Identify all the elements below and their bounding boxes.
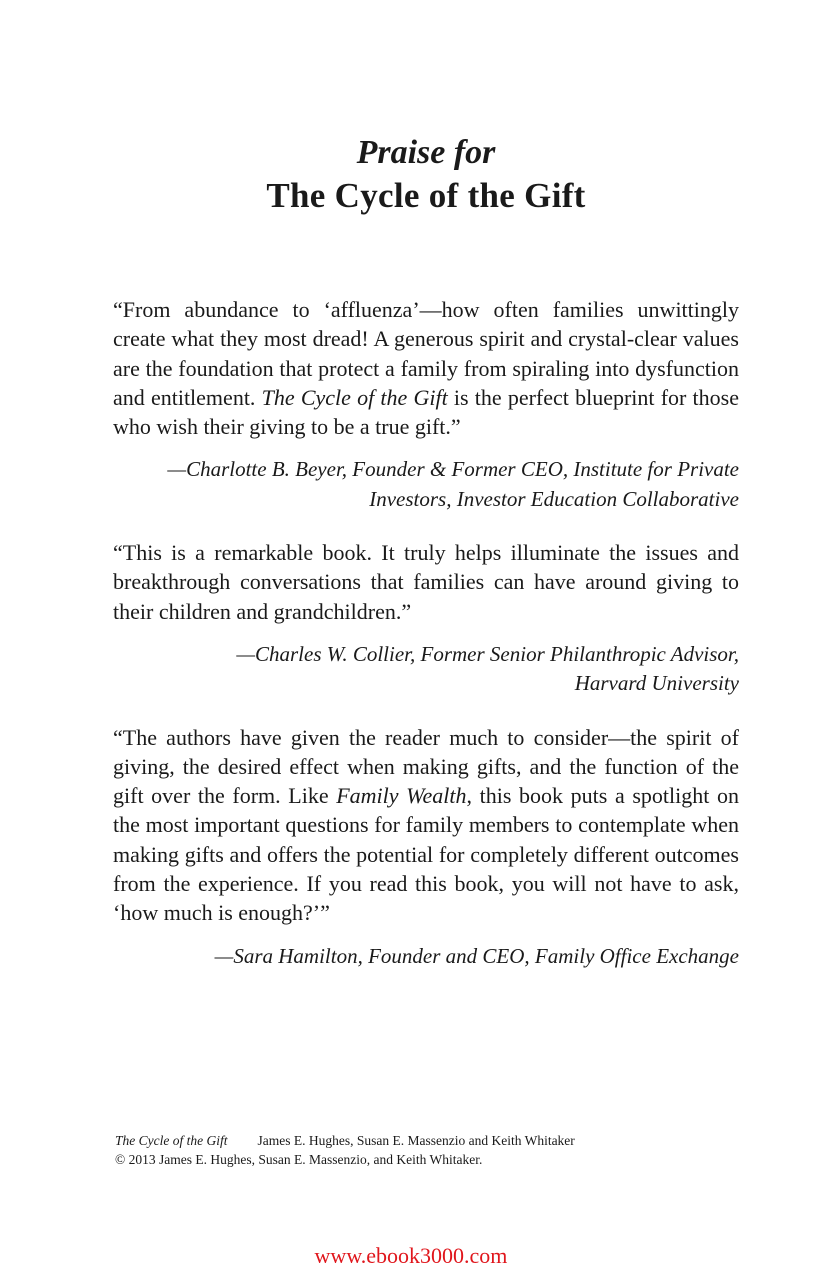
footer-book-title: The Cycle of the Gift (115, 1133, 228, 1148)
testimonial-quote (113, 723, 739, 928)
attribution-line: Harvard University (574, 671, 739, 696)
testimonial-attribution (113, 640, 739, 699)
testimonial-1 (113, 295, 739, 514)
quote-text: “From abundance to ‘affluenza’—how often families unwittingly create what they most dread! A generous spirit and crystal-clear values are the foundation that protect a family from spiraling into dysfunction and entitlement. (113, 297, 739, 410)
quote-book-title: The Cycle of the Gift (261, 384, 448, 410)
page-header (0, 132, 825, 218)
footer-copyright: © 2013 James E. Hughes, Susan E. Massenzio, and Keith Whitaker. (115, 1152, 483, 1167)
page-title: The Cycle of the Gift (266, 176, 586, 215)
testimonial-quote (113, 295, 739, 441)
copyright-footer (115, 1131, 575, 1169)
testimonial-quote (113, 538, 739, 626)
praise-for-heading: Praise for (356, 134, 496, 171)
attribution-line: Investors, Investor Education Collaborative (369, 486, 739, 511)
testimonial-2 (113, 538, 739, 698)
testimonial-attribution (113, 942, 739, 971)
footer-line-1 (115, 1131, 575, 1150)
attribution-line: —Sara Hamilton, Founder and CEO, Family Office Exchange (214, 943, 739, 968)
quote-text: is the perfect blueprint for those who wish their giving to be a true gift.” (113, 384, 739, 440)
quote-text: “The authors have given the reader much to consider—the spirit of giving, the desired effect when making gifts, and the function of the gift over the form. Like (113, 724, 739, 809)
quote-book-title: Family Wealth (336, 783, 467, 809)
testimonial-3 (113, 723, 739, 971)
attribution-line: —Charles W. Collier, Former Senior Philanthropic Advisor, (236, 641, 739, 666)
quote-text: “This is a remarkable book. It truly helps illuminate the issues and breakthrough conversations that families can have around giving to their children and grandchildren.” (113, 540, 739, 624)
testimonial-attribution (113, 455, 739, 514)
testimonials (113, 295, 739, 971)
quote-text: , this book puts a spotlight on the most important questions for family members to contemplate when making gifts and offers the potential for completely different outcomes from the experience. If you read this book, you will not have to ask, ‘how much is enough?’” (113, 783, 739, 926)
watermark-link[interactable]: www.ebook3000.com (314, 1243, 508, 1268)
footer-authors: James E. Hughes, Susan E. Massenzio and Keith Whitaker (257, 1133, 575, 1148)
attribution-line: —Charlotte B. Beyer, Founder & Former CEO, Institute for Private (167, 457, 739, 482)
